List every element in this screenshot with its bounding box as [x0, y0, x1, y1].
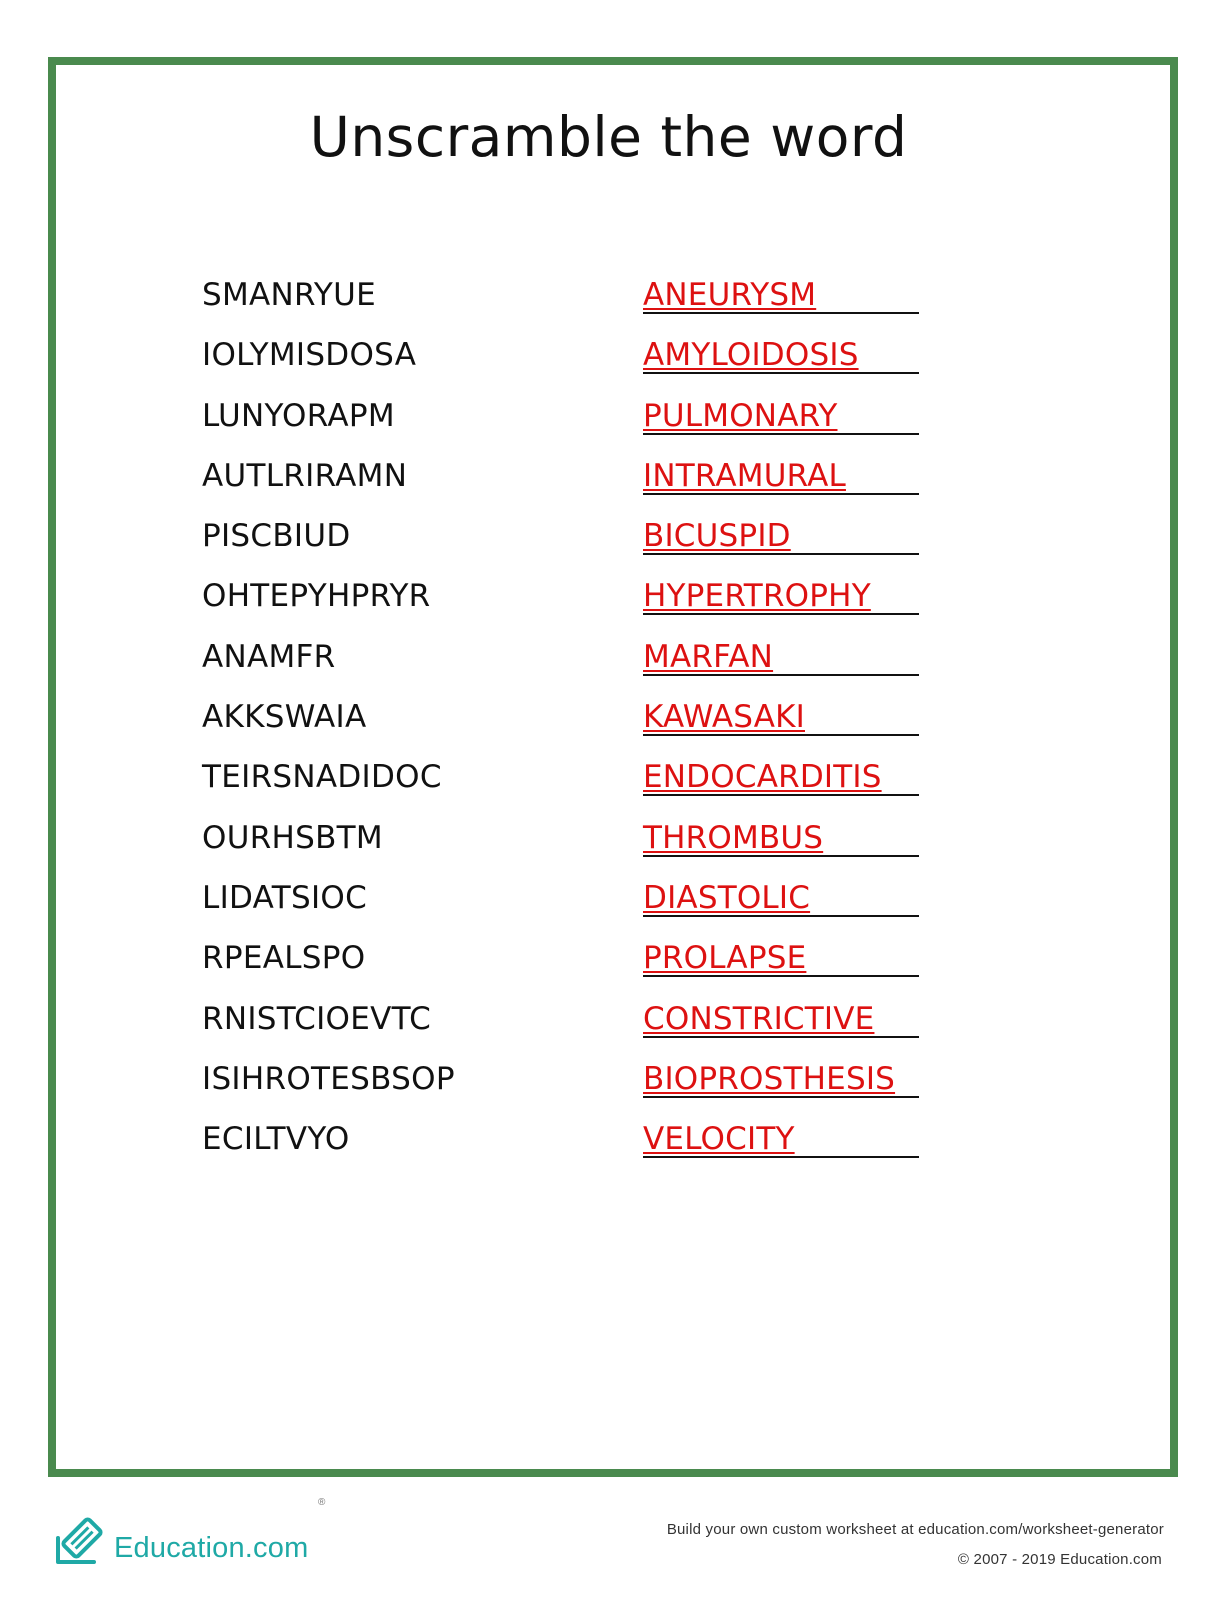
word-row [0, 1119, 1227, 1179]
worksheet-title [0, 105, 1227, 169]
footer-build-link[interactable]: Build your own custom worksheet at education.com/worksheet-generator [666, 1521, 1164, 1538]
answer-word: DIASTOLIC [643, 879, 811, 916]
scrambled-word: TEIRSNADIDOC [202, 759, 442, 796]
word-row [0, 637, 1227, 697]
answer-word: CONSTRICTIVE [643, 1000, 875, 1037]
scrambled-word: ECILTVYO [202, 1121, 350, 1158]
answer-word: INTRAMURAL [643, 457, 846, 494]
answer-word: PROLAPSE [643, 940, 807, 977]
scrambled-word: ANAMFR [202, 638, 336, 675]
answer-word: THROMBUS [643, 819, 824, 856]
answer-word: MARFAN [643, 638, 774, 675]
answer-word: BIOPROSTHESIS [643, 1060, 896, 1097]
word-row [0, 878, 1227, 938]
worksheet-title-text: Unscramble the word [309, 105, 908, 169]
answer-word: PULMONARY [643, 397, 838, 434]
scrambled-word: RNISTCIOEVTC [202, 1000, 432, 1037]
answer-word: AMYLOIDOSIS [643, 337, 859, 374]
word-row [0, 456, 1227, 516]
answer-word: HYPERTROPHY [643, 578, 871, 615]
pencil-box-icon [50, 1510, 110, 1570]
scrambled-word: ISIHROTESBSOP [202, 1060, 455, 1097]
answer-word: ENDOCARDITIS [643, 759, 882, 796]
answer-word: ANEURYSM [643, 277, 817, 313]
scrambled-word: PISCBIUD [202, 518, 351, 555]
word-row [0, 938, 1227, 998]
scrambled-word: IOLYMISDOSA [202, 337, 417, 374]
scrambled-word: LUNYORAPM [202, 397, 395, 434]
word-row [0, 757, 1227, 817]
word-row [0, 818, 1227, 878]
scrambled-word: OURHSBTM [202, 819, 383, 856]
word-row [0, 516, 1227, 576]
word-row [0, 697, 1227, 757]
scrambled-word: OHTEPYHPRYR [202, 578, 431, 615]
word-list [0, 275, 1227, 1179]
scrambled-word: AKKSWAIA [202, 699, 367, 736]
registered-mark: ® [318, 1497, 326, 1508]
word-row [0, 335, 1227, 395]
answer-word: BICUSPID [643, 518, 791, 555]
scrambled-word: SMANRYUE [202, 277, 376, 313]
scrambled-word: RPEALSPO [202, 940, 366, 977]
brand-name: Education.com [114, 1531, 309, 1564]
answer-word: KAWASAKI [643, 699, 805, 736]
scrambled-word: AUTLRIRAMN [202, 457, 408, 494]
answer-word: VELOCITY [643, 1121, 795, 1158]
word-row [0, 576, 1227, 636]
word-row [0, 1059, 1227, 1119]
word-row [0, 275, 1227, 335]
brand-logo[interactable] [50, 1510, 308, 1570]
scrambled-word: LIDATSIOC [202, 879, 368, 916]
word-row [0, 396, 1227, 456]
word-row [0, 999, 1227, 1059]
footer-copyright: © 2007 - 2019 Education.com [957, 1551, 1162, 1568]
